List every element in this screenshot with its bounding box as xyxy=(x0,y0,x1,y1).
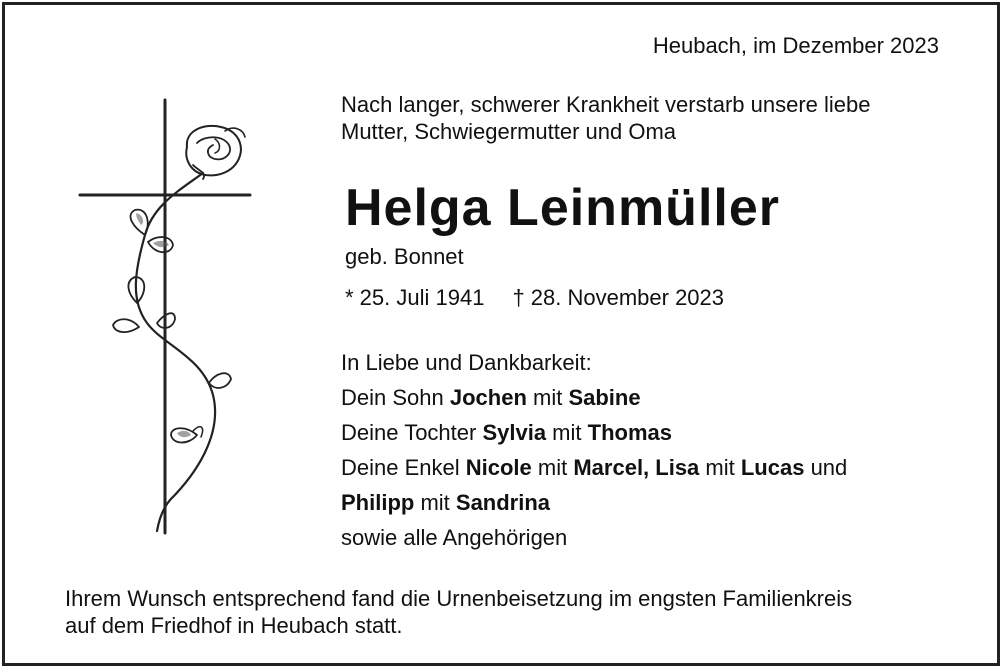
obituary-frame xyxy=(2,2,1000,666)
death-date: † 28. November 2023 xyxy=(512,285,725,310)
mourner-line-son xyxy=(341,380,847,415)
life-dates xyxy=(345,284,724,311)
intro-text xyxy=(341,91,871,145)
mourner-connector: mit xyxy=(531,455,574,480)
footer-line: Ihrem Wunsch entsprechend fand die Urnenbeisetzung im engsten Familienkreis xyxy=(65,586,853,611)
mourner-line-grandchildren xyxy=(341,450,847,485)
intro-line: Nach langer, schwerer Krankheit verstarb unsere liebe xyxy=(341,92,871,117)
mourner-name: Jochen xyxy=(449,385,527,410)
mourner-name: Sabine xyxy=(568,385,641,410)
mourner-name: Lucas xyxy=(740,455,805,480)
mourner-name: Philipp xyxy=(341,490,415,515)
mourner-name: Sandrina xyxy=(455,490,551,515)
mourner-name: Marcel, Lisa xyxy=(573,455,700,480)
mourner-connector: mit xyxy=(699,455,741,480)
mourner-connector: und xyxy=(804,455,848,480)
mourner-relation: Deine Tochter xyxy=(341,420,483,445)
mourner-connector: mit xyxy=(526,385,569,410)
mourner-connector: mit xyxy=(414,490,456,515)
mourner-name: Thomas xyxy=(587,420,672,445)
intro-line: Mutter, Schwiegermutter und Oma xyxy=(341,119,677,144)
birth-date: * 25. Juli 1941 xyxy=(345,285,485,310)
cross-with-rose-icon xyxy=(75,95,265,540)
mourners-closing: sowie alle Angehörigen xyxy=(341,525,568,550)
footer-note xyxy=(65,585,852,639)
mourner-connector: mit xyxy=(546,420,588,445)
mourners-heading: In Liebe und Dankbarkeit: xyxy=(341,350,592,375)
mourner-relation: Dein Sohn xyxy=(341,385,450,410)
mourner-line-grandchildren-cont xyxy=(341,485,847,520)
mourners-list xyxy=(341,345,847,555)
mourner-name: Nicole xyxy=(465,455,532,480)
mourner-line-daughter xyxy=(341,415,847,450)
place-date: Heubach, im Dezember 2023 xyxy=(652,33,939,58)
footer-line: auf dem Friedhof in Heubach statt. xyxy=(65,613,403,638)
birth-name: geb. Bonnet xyxy=(345,244,464,269)
mourner-name: Sylvia xyxy=(482,420,547,445)
mourner-relation: Deine Enkel xyxy=(341,455,466,480)
deceased-name: Helga Leinmüller xyxy=(345,179,780,237)
